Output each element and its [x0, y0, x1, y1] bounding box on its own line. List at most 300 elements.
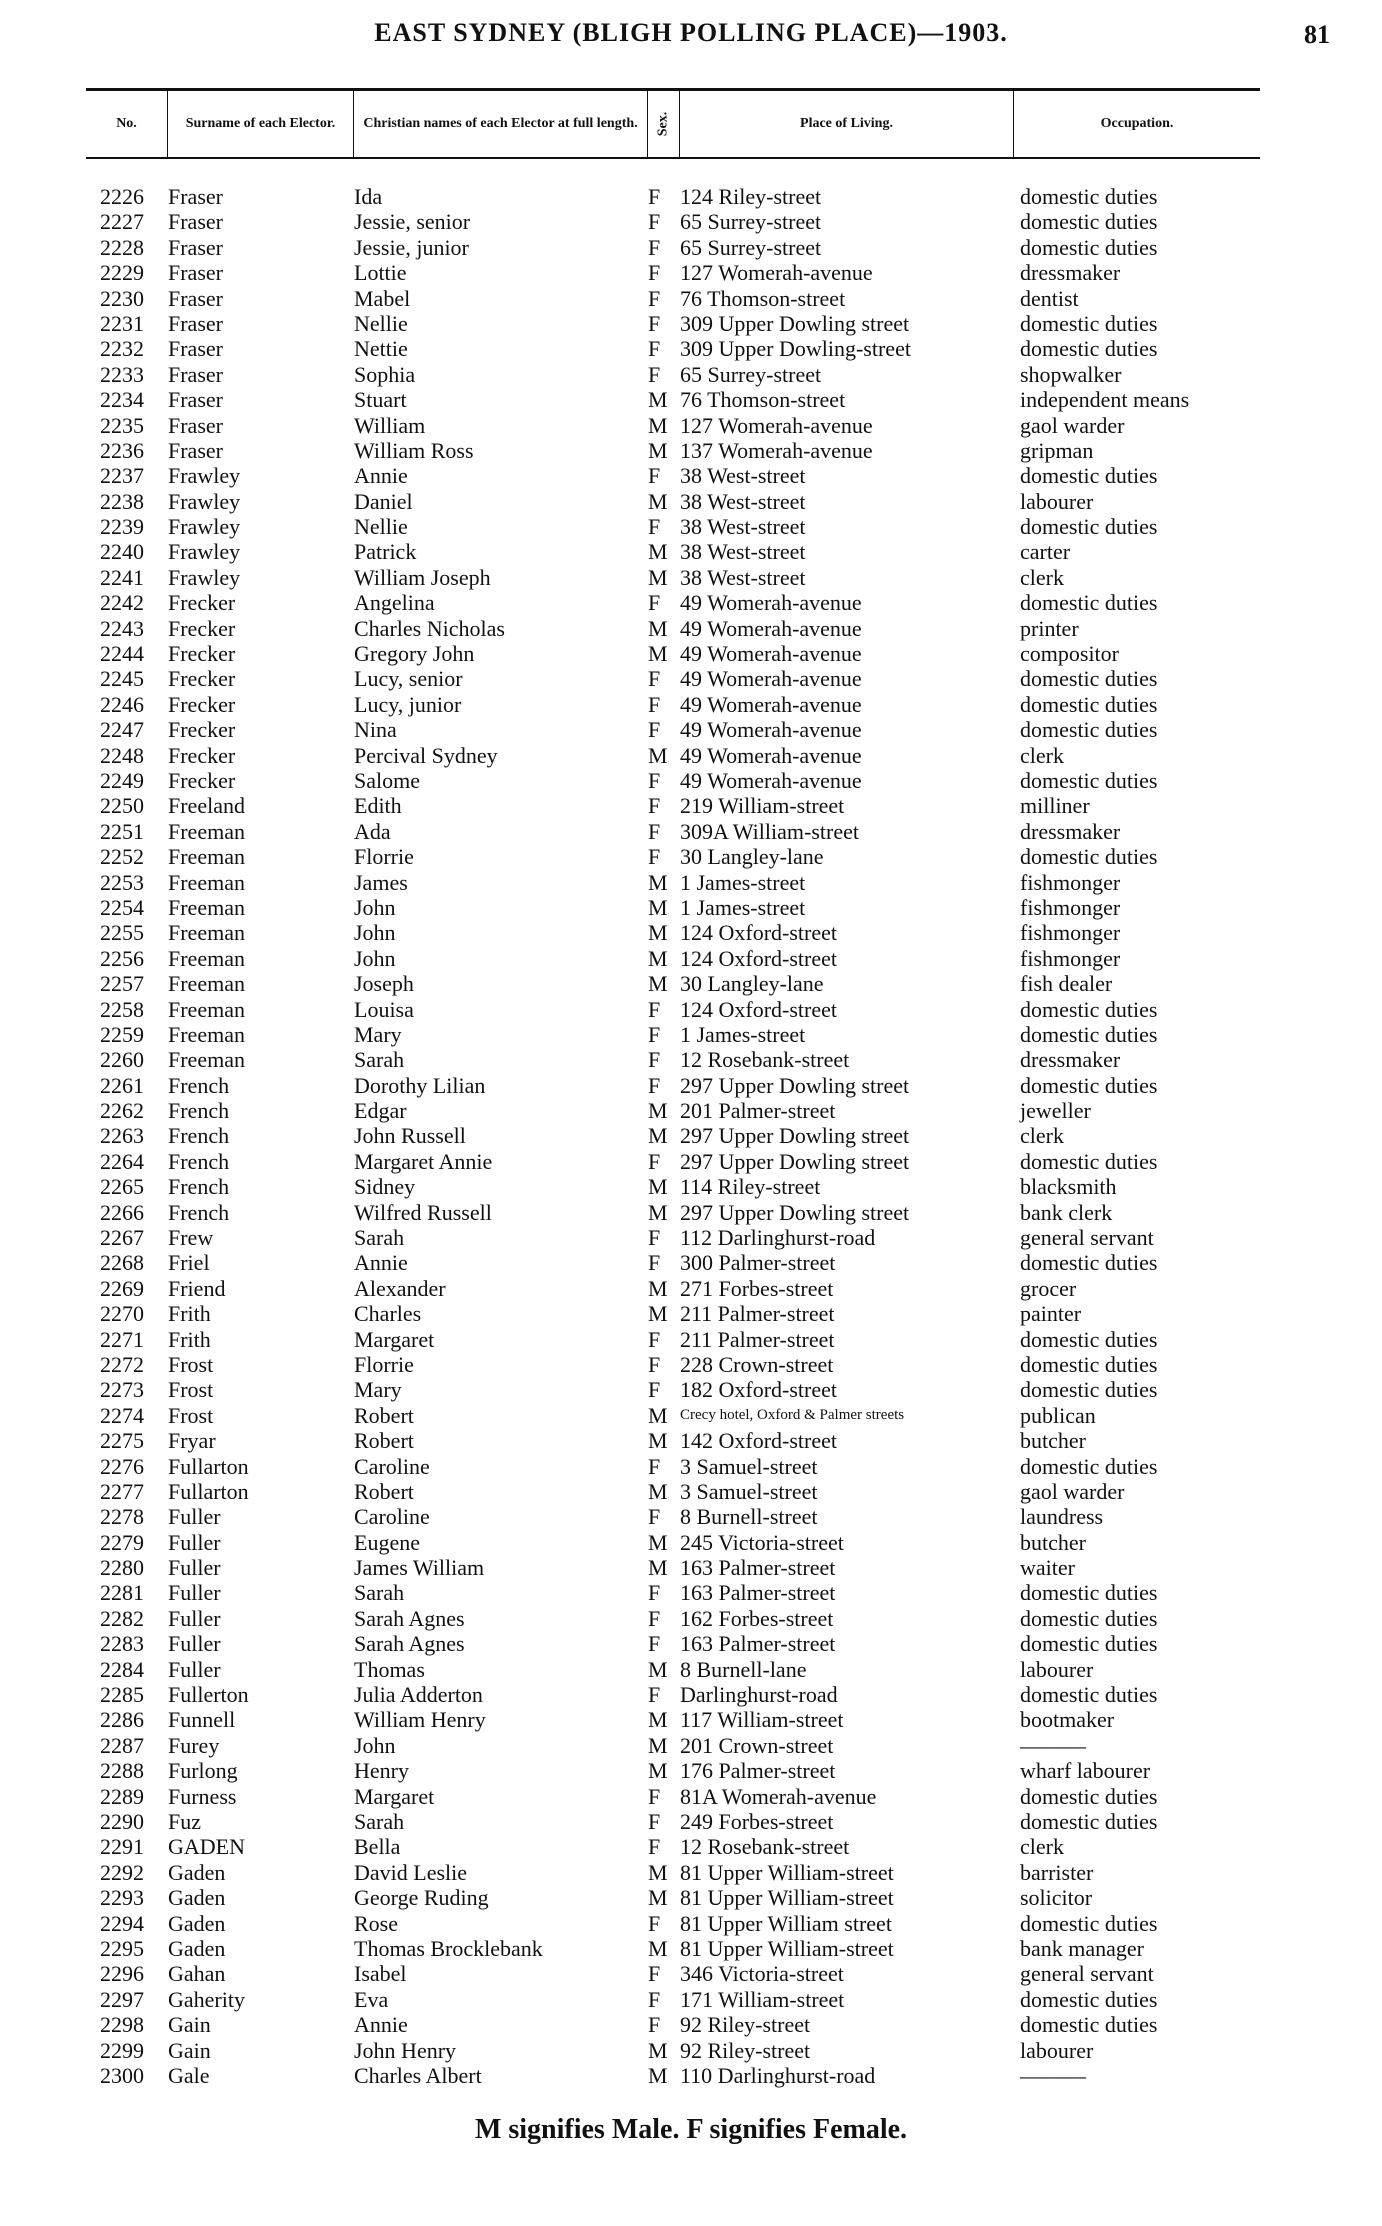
column-header-occupation: Occupation. — [1100, 116, 1174, 131]
elector-place: 76 Thomson-street — [680, 285, 846, 311]
elector-occupation: general servant — [1020, 1225, 1154, 1251]
elector-sex: F — [648, 590, 661, 616]
elector-occupation: labourer — [1020, 1656, 1094, 1682]
elector-number: 2266 — [100, 1199, 144, 1225]
elector-surname: Fuller — [168, 1555, 221, 1581]
table-row — [0, 514, 1382, 539]
elector-christian-names: Jessie, junior — [354, 234, 469, 260]
table-row — [0, 1327, 1382, 1352]
elector-place: 162 Forbes-street — [680, 1605, 834, 1631]
elector-christian-names: James — [354, 869, 408, 895]
elector-number: 2248 — [100, 742, 144, 768]
elector-occupation: gaol warder — [1020, 412, 1125, 438]
elector-surname: Gahan — [168, 1961, 226, 1987]
elector-christian-names: Alexander — [354, 1275, 446, 1301]
table-row — [0, 336, 1382, 361]
elector-occupation: domestic duties — [1020, 1377, 1158, 1403]
table-row — [0, 1352, 1382, 1377]
elector-christian-names: Jessie, senior — [354, 209, 471, 235]
elector-christian-names: Mary — [354, 1377, 402, 1403]
elector-occupation: publican — [1020, 1402, 1096, 1428]
elector-sex: F — [648, 1961, 661, 1987]
column-header-place: Place of Living. — [680, 91, 1014, 157]
elector-occupation: domestic duties — [1020, 1326, 1158, 1352]
elector-occupation: grocer — [1020, 1275, 1077, 1301]
elector-sex: M — [648, 1758, 668, 1784]
elector-place: 49 Womerah-avenue — [680, 767, 862, 793]
elector-surname: Freeman — [168, 1021, 245, 1047]
elector-number: 2278 — [100, 1504, 144, 1530]
elector-place: 271 Forbes-street — [680, 1275, 834, 1301]
elector-occupation: milliner — [1020, 793, 1090, 819]
elector-surname: Friel — [168, 1250, 210, 1276]
elector-sex: F — [648, 184, 661, 209]
elector-place: 81A Womerah-avenue — [680, 1783, 877, 1809]
elector-number: 2226 — [100, 184, 144, 209]
elector-surname: Fullerton — [168, 1682, 249, 1708]
elector-occupation: domestic duties — [1020, 2012, 1158, 2038]
elector-occupation: domestic duties — [1020, 1682, 1158, 1708]
elector-christian-names: Sarah — [354, 1047, 405, 1073]
elector-place: 49 Womerah-avenue — [680, 641, 862, 667]
elector-christian-names: John — [354, 945, 396, 971]
elector-christian-names: William — [354, 412, 426, 438]
table-row — [0, 1098, 1382, 1123]
table-row — [0, 1555, 1382, 1580]
elector-surname: Frew — [168, 1225, 214, 1251]
table-header — [86, 88, 1260, 159]
elector-number: 2276 — [100, 1453, 144, 1479]
elector-sex: F — [648, 818, 661, 844]
elector-number: 2287 — [100, 1732, 144, 1758]
elector-sex: F — [648, 514, 661, 540]
table-row — [0, 1022, 1382, 1047]
elector-place: Darlinghurst-road — [680, 1682, 838, 1708]
elector-christian-names: Salome — [354, 767, 420, 793]
elector-christian-names: Sarah Agnes — [354, 1631, 465, 1657]
elector-surname: Frecker — [168, 767, 236, 793]
elector-christian-names: Isabel — [354, 1961, 407, 1987]
sex-legend: M signifies Male. F signifies Female. — [474, 2114, 908, 2145]
elector-christian-names: Wilfred Russell — [354, 1199, 492, 1225]
elector-surname: French — [168, 1072, 230, 1098]
elector-occupation: domestic duties — [1020, 666, 1158, 692]
elector-number: 2249 — [100, 767, 144, 793]
page-title: EAST SYDNEY (BLIGH POLLING PLACE)—1903. — [374, 18, 1008, 47]
elector-number: 2292 — [100, 1859, 144, 1885]
elector-occupation: ——— — [1020, 2062, 1086, 2088]
elector-occupation: domestic duties — [1020, 463, 1158, 489]
elector-christian-names: William Joseph — [354, 564, 491, 590]
table-row — [0, 286, 1382, 311]
elector-sex: F — [648, 1021, 661, 1047]
elector-surname: Frawley — [168, 463, 241, 489]
elector-christian-names: John Russell — [354, 1123, 466, 1149]
elector-occupation: fishmonger — [1020, 945, 1121, 971]
elector-surname: Frecker — [168, 641, 236, 667]
elector-christian-names: Robert — [354, 1402, 414, 1428]
elector-surname: Gaden — [168, 1935, 226, 1961]
elector-surname: Fullarton — [168, 1478, 249, 1504]
table-row — [0, 1606, 1382, 1631]
elector-occupation: domestic duties — [1020, 1580, 1158, 1606]
elector-sex: F — [648, 793, 661, 819]
table-row — [0, 387, 1382, 412]
elector-surname: Gaden — [168, 1885, 226, 1911]
elector-sex: M — [648, 920, 668, 946]
elector-place: 49 Womerah-avenue — [680, 590, 862, 616]
elector-place: 92 Riley-street — [680, 2037, 811, 2063]
elector-place: 30 Langley-lane — [680, 844, 824, 870]
elector-sex: F — [648, 1783, 661, 1809]
elector-place: 297 Upper Dowling street — [680, 1148, 910, 1174]
elector-sex: F — [648, 666, 661, 692]
table-row — [0, 1479, 1382, 1504]
elector-occupation: painter — [1020, 1301, 1082, 1327]
elector-christian-names: Sarah Agnes — [354, 1605, 465, 1631]
elector-number: 2238 — [100, 488, 144, 514]
elector-number: 2255 — [100, 920, 144, 946]
elector-surname: Gale — [168, 2062, 210, 2088]
table-row — [0, 1733, 1382, 1758]
elector-occupation: domestic duties — [1020, 1910, 1158, 1936]
table-row — [0, 1885, 1382, 1910]
elector-occupation: dressmaker — [1020, 818, 1121, 844]
elector-place: 65 Surrey-street — [680, 234, 822, 260]
elector-christian-names: Mary — [354, 1021, 402, 1047]
elector-christian-names: Eva — [354, 1986, 389, 2012]
elector-surname: Fraser — [168, 336, 223, 362]
elector-number: 2263 — [100, 1123, 144, 1149]
table-row — [0, 1961, 1382, 1986]
elector-occupation: domestic duties — [1020, 1453, 1158, 1479]
elector-sex: M — [648, 1656, 668, 1682]
elector-surname: Freeman — [168, 818, 245, 844]
elector-occupation: clerk — [1020, 1123, 1064, 1149]
elector-christian-names: Annie — [354, 2012, 408, 2038]
elector-number: 2283 — [100, 1631, 144, 1657]
elector-place: 124 Oxford-street — [680, 945, 838, 971]
elector-number: 2254 — [100, 894, 144, 920]
table-row — [0, 1149, 1382, 1174]
elector-surname: Furness — [168, 1783, 237, 1809]
elector-christian-names: Henry — [354, 1758, 409, 1784]
elector-occupation: domestic duties — [1020, 767, 1158, 793]
table-row — [0, 1454, 1382, 1479]
elector-surname: Fryar — [168, 1428, 216, 1454]
elector-place: 297 Upper Dowling street — [680, 1072, 910, 1098]
elector-christian-names: Nellie — [354, 514, 408, 540]
table-row — [0, 1377, 1382, 1402]
elector-number: 2240 — [100, 539, 144, 565]
table-row — [0, 895, 1382, 920]
elector-number: 2264 — [100, 1148, 144, 1174]
elector-christian-names: Percival Sydney — [354, 742, 498, 768]
elector-sex: F — [648, 1453, 661, 1479]
elector-christian-names: Sarah — [354, 1225, 405, 1251]
elector-place: 3 Samuel-street — [680, 1453, 818, 1479]
elector-number: 2245 — [100, 666, 144, 692]
table-row — [0, 1809, 1382, 1834]
elector-occupation: domestic duties — [1020, 1250, 1158, 1276]
elector-surname: Frecker — [168, 742, 236, 768]
table-row — [0, 2038, 1382, 2063]
elector-number: 2244 — [100, 641, 144, 667]
elector-number: 2294 — [100, 1910, 144, 1936]
elector-sex: M — [648, 2062, 668, 2088]
elector-place: 92 Riley-street — [680, 2012, 811, 2038]
table-row — [0, 946, 1382, 971]
table-row — [0, 1174, 1382, 1199]
elector-surname: Frecker — [168, 590, 236, 616]
elector-surname: French — [168, 1199, 230, 1225]
elector-surname: Frawley — [168, 564, 241, 590]
elector-surname: Fraser — [168, 285, 223, 311]
elector-place: 8 Burnell-lane — [680, 1656, 807, 1682]
elector-sex: F — [648, 1682, 661, 1708]
table-row — [0, 692, 1382, 717]
elector-surname: Frawley — [168, 539, 241, 565]
elector-sex: M — [648, 742, 668, 768]
elector-occupation: clerk — [1020, 1834, 1064, 1860]
elector-surname: Frecker — [168, 691, 236, 717]
elector-surname: Fraser — [168, 209, 223, 235]
elector-number: 2286 — [100, 1707, 144, 1733]
elector-surname: French — [168, 1148, 230, 1174]
elector-surname: Fuller — [168, 1504, 221, 1530]
elector-place: 309 Upper Dowling street — [680, 310, 910, 336]
table-row — [0, 997, 1382, 1022]
elector-occupation: dressmaker — [1020, 260, 1121, 286]
elector-surname: Friend — [168, 1275, 226, 1301]
elector-number: 2257 — [100, 971, 144, 997]
elector-sex: F — [648, 1910, 661, 1936]
elector-occupation: fish dealer — [1020, 971, 1113, 997]
elector-number: 2241 — [100, 564, 144, 590]
elector-surname: Freeman — [168, 920, 245, 946]
elector-sex: F — [648, 361, 661, 387]
table-row — [0, 1428, 1382, 1453]
elector-number: 2297 — [100, 1986, 144, 2012]
elector-christian-names: Nina — [354, 717, 397, 743]
elector-place: 38 West-street — [680, 488, 806, 514]
elector-number: 2247 — [100, 717, 144, 743]
elector-occupation: domestic duties — [1020, 336, 1158, 362]
table-row — [0, 438, 1382, 463]
elector-occupation: labourer — [1020, 2037, 1094, 2063]
elector-sex: M — [648, 615, 668, 641]
elector-place: 346 Victoria-street — [680, 1961, 844, 1987]
elector-occupation: waiter — [1020, 1555, 1075, 1581]
elector-occupation: domestic duties — [1020, 209, 1158, 235]
elector-place: 49 Womerah-avenue — [680, 742, 862, 768]
elector-place: 110 Darlinghurst-road — [680, 2062, 876, 2088]
elector-number: 2229 — [100, 260, 144, 286]
elector-number: 2293 — [100, 1885, 144, 1911]
elector-occupation: gripman — [1020, 437, 1094, 463]
elector-christian-names: Nettie — [354, 336, 408, 362]
elector-place: 117 William-street — [680, 1707, 844, 1733]
table-row — [0, 1250, 1382, 1275]
elector-surname: Furlong — [168, 1758, 238, 1784]
elector-christian-names: Charles Nicholas — [354, 615, 505, 641]
elector-surname: GADEN — [168, 1834, 245, 1860]
elector-number: 2289 — [100, 1783, 144, 1809]
elector-occupation: butcher — [1020, 1428, 1086, 1454]
elector-sex: F — [648, 310, 661, 336]
elector-christian-names: Mabel — [354, 285, 411, 311]
elector-christian-names: Bella — [354, 1834, 401, 1860]
elector-sex: F — [648, 1605, 661, 1631]
elector-number: 2236 — [100, 437, 144, 463]
elector-surname: French — [168, 1098, 230, 1124]
elector-surname: Fuller — [168, 1656, 221, 1682]
elector-place: 81 Upper William-street — [680, 1859, 894, 1885]
elector-sex: F — [648, 1326, 661, 1352]
elector-place: 211 Palmer-street — [680, 1301, 835, 1327]
column-header-no: No. — [86, 91, 168, 157]
elector-christian-names: Edith — [354, 793, 402, 819]
elector-number: 2299 — [100, 2037, 144, 2063]
elector-number: 2258 — [100, 996, 144, 1022]
elector-place: 65 Surrey-street — [680, 209, 822, 235]
elector-place: 124 Riley-street — [680, 184, 822, 209]
elector-christian-names: Thomas Brocklebank — [354, 1935, 543, 1961]
elector-christian-names: Robert — [354, 1478, 414, 1504]
elector-sex: M — [648, 1732, 668, 1758]
table-row — [0, 260, 1382, 285]
elector-christian-names: David Leslie — [354, 1859, 468, 1885]
elector-number: 2231 — [100, 310, 144, 336]
elector-place: 297 Upper Dowling street — [680, 1123, 910, 1149]
elector-number: 2271 — [100, 1326, 144, 1352]
elector-surname: Freeman — [168, 996, 245, 1022]
elector-sex: M — [648, 387, 668, 413]
elector-surname: French — [168, 1123, 230, 1149]
table-row — [0, 2012, 1382, 2037]
elector-occupation: independent means — [1020, 387, 1190, 413]
elector-sex: M — [648, 488, 668, 514]
table-row — [0, 1987, 1382, 2012]
elector-number: 2288 — [100, 1758, 144, 1784]
elector-sex: M — [648, 894, 668, 920]
elector-christian-names: Annie — [354, 463, 408, 489]
table-row — [0, 1936, 1382, 1961]
elector-christian-names: George Ruding — [354, 1885, 489, 1911]
elector-occupation: domestic duties — [1020, 514, 1158, 540]
elector-place: 309A William-street — [680, 818, 859, 844]
elector-occupation: domestic duties — [1020, 590, 1158, 616]
elector-occupation: general servant — [1020, 1961, 1154, 1987]
elector-surname: Frecker — [168, 717, 236, 743]
elector-christian-names: William Henry — [354, 1707, 486, 1733]
table-row — [0, 743, 1382, 768]
elector-christian-names: Margaret — [354, 1783, 435, 1809]
elector-place: 127 Womerah-avenue — [680, 260, 873, 286]
elector-sex: F — [648, 996, 661, 1022]
elector-surname: Freeland — [168, 793, 245, 819]
elector-number: 2275 — [100, 1428, 144, 1454]
table-row — [0, 1860, 1382, 1885]
table-row — [0, 1200, 1382, 1225]
elector-number: 2290 — [100, 1809, 144, 1834]
elector-christian-names: Florrie — [354, 1351, 414, 1377]
elector-occupation: printer — [1020, 615, 1079, 641]
elector-occupation: domestic duties — [1020, 1148, 1158, 1174]
elector-surname: Freeman — [168, 945, 245, 971]
elector-sex: F — [648, 1580, 661, 1606]
elector-number: 2285 — [100, 1682, 144, 1708]
elector-occupation: domestic duties — [1020, 1605, 1158, 1631]
elector-place: 300 Palmer-street — [680, 1250, 836, 1276]
elector-number: 2273 — [100, 1377, 144, 1403]
elector-sex: F — [648, 1047, 661, 1073]
elector-christian-names: Gregory John — [354, 641, 475, 667]
elector-place: 112 Darlinghurst-road — [680, 1225, 876, 1251]
elector-sex: F — [648, 463, 661, 489]
table-row — [0, 1657, 1382, 1682]
elector-christian-names: Angelina — [354, 590, 435, 616]
elector-place: 65 Surrey-street — [680, 361, 822, 387]
elector-sex: F — [648, 1351, 661, 1377]
elector-occupation: domestic duties — [1020, 1351, 1158, 1377]
elector-number: 2268 — [100, 1250, 144, 1276]
table-row — [0, 1301, 1382, 1326]
elector-christian-names: Caroline — [354, 1504, 430, 1530]
elector-place: 249 Forbes-street — [680, 1809, 834, 1834]
elector-place: 124 Oxford-street — [680, 996, 838, 1022]
elector-sex: M — [648, 2037, 668, 2063]
elector-christian-names: John Henry — [354, 2037, 457, 2063]
elector-christian-names: Daniel — [354, 488, 413, 514]
elector-number: 2280 — [100, 1555, 144, 1581]
elector-surname: Gain — [168, 2037, 211, 2063]
elector-place: 38 West-street — [680, 539, 806, 565]
elector-place: 163 Palmer-street — [680, 1555, 836, 1581]
elector-sex: M — [648, 641, 668, 667]
table-row — [0, 590, 1382, 615]
table-row — [0, 1073, 1382, 1098]
elector-surname: Fraser — [168, 310, 223, 336]
table-row — [0, 311, 1382, 336]
elector-christian-names: Robert — [354, 1428, 414, 1454]
elector-christian-names: Sophia — [354, 361, 416, 387]
elector-occupation: laundress — [1020, 1504, 1104, 1530]
elector-christian-names: Patrick — [354, 539, 417, 565]
elector-number: 2279 — [100, 1529, 144, 1555]
elector-occupation: domestic duties — [1020, 717, 1158, 743]
elector-sex: F — [648, 1631, 661, 1657]
table-row — [0, 489, 1382, 514]
elector-number: 2242 — [100, 590, 144, 616]
table-row — [0, 413, 1382, 438]
elector-place: 1 James-street — [680, 1021, 806, 1047]
elector-christian-names: Lucy, junior — [354, 691, 462, 717]
elector-surname: Fraser — [168, 184, 223, 209]
elector-sex: M — [648, 1935, 668, 1961]
table-row — [0, 717, 1382, 742]
elector-occupation: fishmonger — [1020, 869, 1121, 895]
elector-sex: M — [648, 1402, 668, 1428]
table-body — [0, 184, 1382, 2088]
elector-number: 2277 — [100, 1478, 144, 1504]
elector-surname: Funnell — [168, 1707, 236, 1733]
elector-sex: M — [648, 1478, 668, 1504]
elector-sex: M — [648, 564, 668, 590]
elector-christian-names: Thomas — [354, 1656, 425, 1682]
elector-number: 2239 — [100, 514, 144, 540]
elector-occupation: barrister — [1020, 1859, 1094, 1885]
